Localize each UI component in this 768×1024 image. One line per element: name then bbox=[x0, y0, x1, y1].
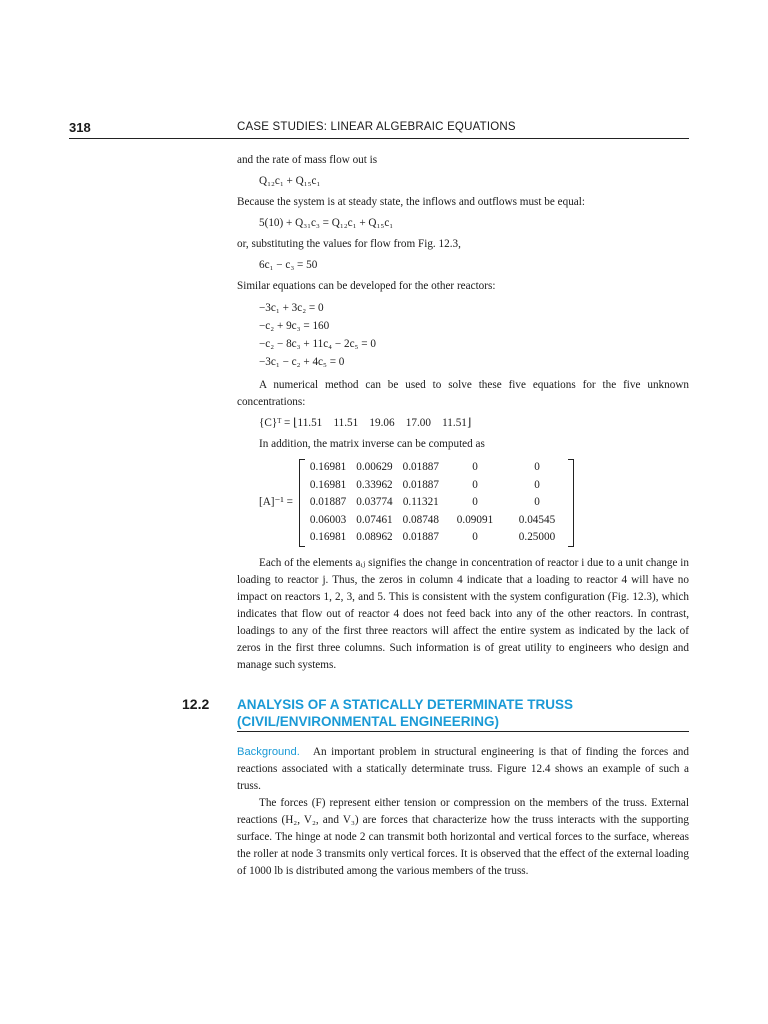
equation: Q₁₂c₁ + Q₁₅c₁ bbox=[259, 175, 321, 187]
matrix-row bbox=[305, 512, 568, 530]
equation: −3c₁ + 3c₂ = 0 bbox=[259, 302, 324, 314]
section-number: 12.2 bbox=[182, 696, 210, 712]
paragraph: Each of the elements aᵢⱼ signifies the change in concentration of reactor i due to a unit change in loading to reactor j. Thus, the zeros in column 4 indicate that a loading to reactor 4 will have no impact on reactors 1, 2, 3, and 5. This is consistent with the system configuration (Fig. 12.3), which indicates that flow out of reactor 4 does not feed back into any of the other reactors. In contrast, loadings to any of the first three reactors will affect the entire system as indicated by the lack of zeros in the first three columns. Such information is of great utility to engineers who design and manage such systems. bbox=[237, 556, 689, 671]
matrix-cell: 0.16981 bbox=[309, 531, 347, 543]
solution-vector: {C}ᵀ = ⌊11.51 11.51 19.06 17.00 11.51⌋ bbox=[259, 417, 472, 429]
paragraph: Because the system is at steady state, the inflows and outflows must be equal: bbox=[237, 196, 585, 208]
matrix-row bbox=[305, 459, 568, 477]
matrix-cell: 0.01887 bbox=[402, 478, 439, 491]
matrix-cell: 0.01887 bbox=[402, 531, 439, 543]
matrix-cell: 0.04545 bbox=[518, 513, 556, 526]
equation-system bbox=[237, 299, 689, 371]
matrix-cell: 0 bbox=[534, 496, 540, 508]
background-label: Background. bbox=[237, 746, 300, 758]
paragraph: and the rate of mass flow out is bbox=[237, 154, 378, 166]
matrix-cell: 0 bbox=[534, 461, 540, 473]
matrix-cell: 0.07461 bbox=[356, 513, 393, 526]
paragraph: The forces (F) represent either tension or compression on the members of the truss. External reactions (H₂, V₂, and V₃) are forces that characterize how the truss interacts with the supporting surface. The hinge at node 2 can transmit both horizontal and vertical forces to the surface, whereas the roller at node 3 transmits only vertical forces. It is observed that the effect of the external loading of 1000 lb is distributed among the various members of the truss. bbox=[237, 797, 689, 877]
matrix-body bbox=[299, 459, 574, 547]
matrix-cell: 0.25000 bbox=[518, 531, 556, 543]
matrix-cell: 0.08962 bbox=[356, 531, 393, 543]
matrix-cell: 0.08748 bbox=[402, 513, 439, 526]
equation: −c₂ − 8c₃ + 11c₄ − 2c₅ = 0 bbox=[259, 338, 376, 350]
section-title-line: (CIVIL/ENVIRONMENTAL ENGINEERING) bbox=[237, 714, 500, 729]
equation: 6c₁ − c₃ = 50 bbox=[259, 259, 318, 271]
paragraph-text: An important problem in structural engineering is that of finding the forces and reactions associated with a statically determinate truss. Figure 12.4 shows an example of such a truss. bbox=[237, 746, 689, 792]
running-head: CASE STUDIES: LINEAR ALGEBRAIC EQUATIONS bbox=[237, 121, 516, 133]
matrix-cell: 0.06003 bbox=[309, 513, 347, 526]
inverse-matrix bbox=[259, 459, 689, 547]
paragraph: or, substituting the values for flow from Fig. 12.3, bbox=[237, 238, 461, 250]
section-text bbox=[237, 744, 689, 880]
matrix-cell: 0.03774 bbox=[356, 496, 393, 508]
matrix-cell: 0.16981 bbox=[309, 478, 347, 491]
matrix-cell: 0.16981 bbox=[309, 461, 347, 473]
paragraph: Similar equations can be developed for the other reactors: bbox=[237, 280, 496, 292]
matrix-cell: 0.00629 bbox=[356, 461, 393, 473]
section-rule bbox=[237, 731, 689, 732]
page-header bbox=[69, 120, 689, 139]
matrix-table bbox=[305, 459, 568, 547]
matrix-label: [A]⁻¹ = bbox=[259, 496, 293, 509]
matrix-cell: 0 bbox=[472, 478, 478, 491]
matrix-cell: 0.11321 bbox=[402, 496, 439, 508]
matrix-row bbox=[305, 494, 568, 512]
matrix-cell: 0.01887 bbox=[309, 496, 347, 508]
section-title bbox=[237, 696, 689, 730]
section-title-line: ANALYSIS OF A STATICALLY DETERMINATE TRUSS bbox=[237, 697, 574, 712]
paragraph bbox=[237, 744, 689, 795]
matrix-cell: 0 bbox=[472, 461, 478, 473]
paragraph: In addition, the matrix inverse can be computed as bbox=[259, 438, 485, 450]
right-bracket bbox=[568, 459, 574, 547]
matrix-row bbox=[305, 477, 568, 495]
main-text bbox=[237, 152, 689, 674]
matrix-cell: 0 bbox=[472, 496, 478, 508]
matrix-cell: 0 bbox=[534, 478, 540, 491]
equation: 5(10) + Q₃₁c₃ = Q₁₂c₁ + Q₁₅c₁ bbox=[259, 217, 394, 229]
equation: −3c₁ − c₂ + 4c₅ = 0 bbox=[259, 356, 345, 368]
matrix-cell: 0.33962 bbox=[356, 478, 393, 491]
matrix-cell: 0.09091 bbox=[456, 513, 494, 526]
matrix-row bbox=[305, 529, 568, 547]
equation: −c₂ + 9c₃ = 160 bbox=[259, 320, 330, 332]
matrix-cell: 0 bbox=[472, 531, 478, 543]
matrix-cell: 0.01887 bbox=[402, 461, 439, 473]
page-number: 318 bbox=[69, 120, 91, 135]
paragraph: A numerical method can be used to solve these five equations for the five unknown concentrations: bbox=[237, 379, 689, 408]
